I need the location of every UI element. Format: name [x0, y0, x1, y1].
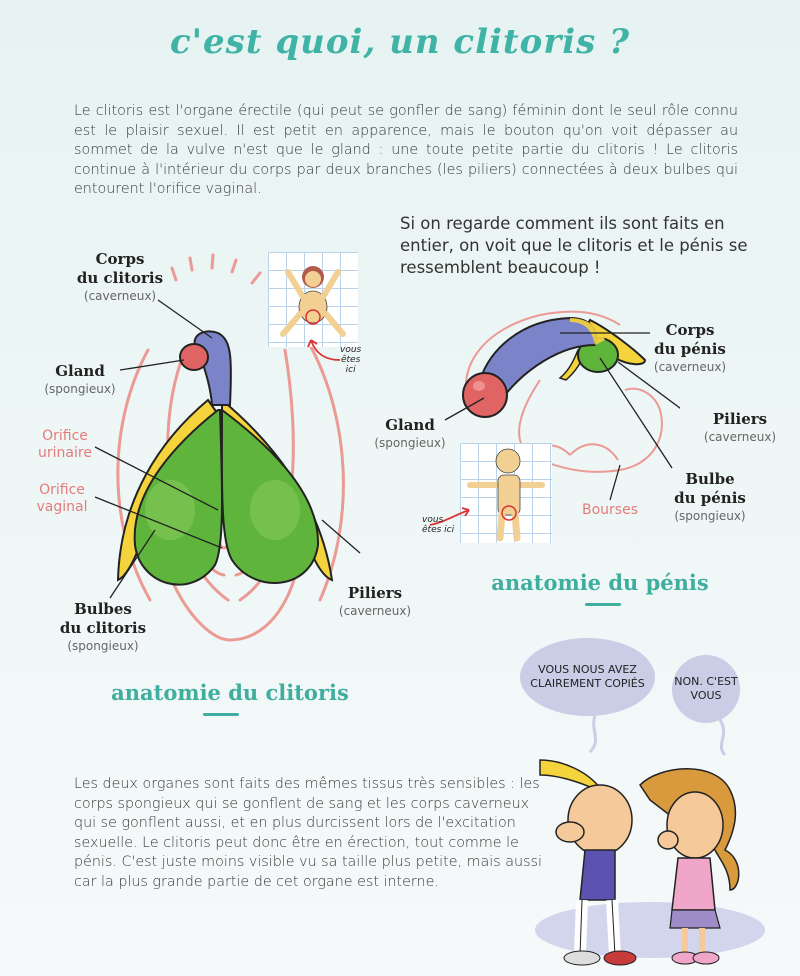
label-line: Orifice	[42, 428, 88, 444]
page-title: c'est quoi, un clitoris ?	[169, 22, 631, 62]
label-sub: (caverneux)	[83, 289, 157, 303]
label-title: du clitoris	[76, 269, 164, 287]
label-bourses: Bourses	[582, 502, 638, 518]
label-line: urinaire	[38, 445, 92, 461]
label-sub: (spongieux)	[44, 382, 116, 396]
label-piliers-penis	[695, 410, 785, 445]
label-gland-clitoris	[30, 362, 130, 397]
section-title-penis: anatomie du pénis	[491, 570, 709, 595]
label-sub: (spongieux)	[67, 639, 139, 653]
label-title: Piliers	[712, 410, 768, 428]
note-line: êtes	[340, 355, 361, 365]
label-line: vaginal	[36, 499, 88, 515]
label-bulbe-penis	[660, 470, 760, 524]
section-underline	[203, 713, 239, 716]
label-bulbes-clitoris	[48, 600, 158, 654]
section-underline	[585, 603, 621, 606]
label-title: Corps	[665, 321, 715, 339]
label-title: Gland	[55, 362, 105, 380]
label-title: Corps	[95, 250, 145, 268]
label-piliers-clitoris	[330, 584, 420, 619]
label-sub: (caverneux)	[338, 604, 412, 618]
arrow-icon	[305, 335, 345, 365]
you-are-here-note-penis	[422, 515, 454, 535]
label-title: Piliers	[347, 584, 403, 602]
label-corps-clitoris	[60, 250, 180, 304]
label-title: du clitoris	[59, 619, 147, 637]
label-sub: (spongieux)	[374, 436, 446, 450]
label-title: Gland	[385, 416, 435, 434]
label-sub: (caverneux)	[653, 360, 727, 374]
label-line: Orifice	[39, 482, 85, 498]
label-sub: (spongieux)	[674, 509, 746, 523]
speech-bubble-left: VOUS NOUS AVEZ CLAIREMENT COPIÉS	[520, 638, 655, 716]
label-orifice-urinaire	[25, 428, 105, 462]
bottom-paragraph: Les deux organes sont faits des mêmes tissus très sensibles : les corps spongieux qui se gonflent de sang et les corps caverneux qui se gonflent aussi, et en plus durcissent lors de l'excitation sexuelle. Le clitoris peut donc être en érection, tout comme le pénis. C'est juste moins visible vu sa taille plus petite, mais aussi car la plus grande partie de cet organe est interne.	[74, 776, 542, 890]
characters-illustration	[530, 700, 790, 970]
intro-paragraph: Le clitoris est l'organe érectile (qui peut se gonfler de sang) féminin dont le seul rôle connu est le plaisir sexuel. Il est petit en apparence, mais le bouton qu'on voit dépasser au sommet de la vulve n'est que le gland : une toute petite partie du clitoris ! Le clitoris continue à l'intérieur du corps par deux branches (les piliers) connectées à deux bulbes qui entourent l'orifice vaginal.	[74, 103, 738, 197]
section-title-clitoris: anatomie du clitoris	[111, 680, 349, 705]
figure-icon	[268, 252, 358, 347]
label-title: Bulbe	[685, 470, 735, 488]
note-line: vous	[340, 345, 362, 355]
label-title: du pénis	[654, 340, 726, 358]
label-corps-penis	[640, 321, 740, 375]
label-gland-penis	[370, 416, 450, 451]
comparison-text: Si on regarde comment ils sont faits en entier, on voit que le clitoris et le pénis se ressemblent beaucoup !	[400, 214, 748, 277]
label-title: Bulbes	[74, 600, 132, 618]
note-line: ici	[345, 365, 356, 375]
note-line: êtes ici	[422, 525, 455, 535]
clitoris-inset-figure	[268, 252, 358, 347]
label-title: du pénis	[674, 489, 746, 507]
label-orifice-vaginal	[22, 482, 102, 516]
note-line: vous	[422, 515, 444, 525]
speech-bubble-right: NON. C'EST VOUS	[672, 655, 740, 723]
you-are-here-note-clitoris	[340, 345, 361, 375]
label-sub: (caverneux)	[703, 430, 777, 444]
